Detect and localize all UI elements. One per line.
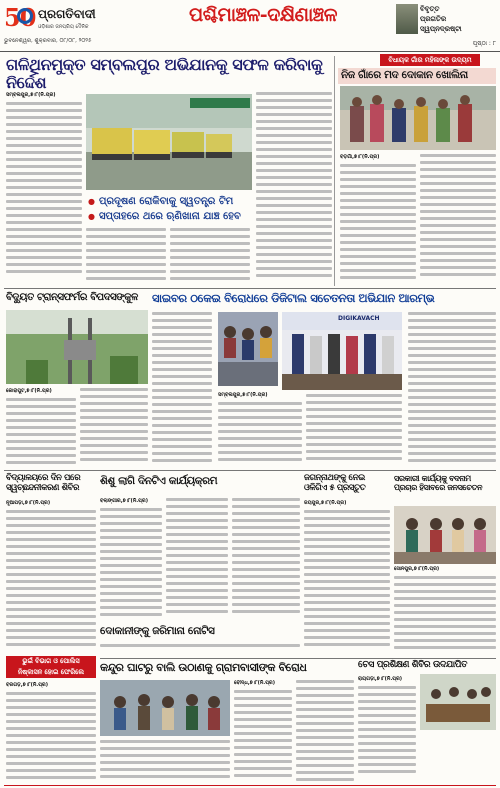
school-column <box>6 500 96 652</box>
sand-column-3 <box>100 740 230 784</box>
column-rule <box>334 56 335 286</box>
section-divider-1 <box>4 288 496 289</box>
newspaper-name: ପ୍ରଗତିବାଦୀ <box>38 7 96 21</box>
transformer-photo <box>6 310 148 384</box>
page-number: ପୃଷ୍ଠା : ୮ <box>472 40 496 47</box>
chess-dateline: ରାୟଗଡ଼ା,୭।୮(ନି.ପ୍ର) <box>358 676 403 682</box>
lead-column-2 <box>86 228 166 286</box>
child-column-2 <box>166 498 228 622</box>
chess-headline: ଚେସ ପ୍ରଶିକ୍ଷଣ ଶିବିର ଉଦଯାପିତ <box>358 660 468 670</box>
liquor-column-1 <box>340 154 416 286</box>
cyber-audience-photo <box>218 312 278 386</box>
anniversary-logo: 50 <box>4 3 36 32</box>
cyber-dateline: ସମ୍ବଲପୁର,୭।୮(ନି.ପ୍ର) <box>218 392 268 398</box>
masthead-portrait <box>396 4 418 34</box>
govt-headline: ସରକାରୀ କାର୍ଯ୍ୟକୁ ବଦନାମ ପ୍ରଚାର ହିସାବରେ ଜନସଚେତନ <box>394 473 483 492</box>
sand-dateline: ବୌଦ୍ଧ,୭।୮(ନି.ପ୍ର) <box>234 680 276 686</box>
issue-dateline: ଭୁବନେଶ୍ୱର, ଶୁକ୍ରବାର, ୦୮/୦୮, ୨୦୨୫ <box>4 38 92 44</box>
sand-headline: କନ୍ଦୁର ଘାଟରୁ ବାଲି ଉଠାଣକୁ ଗ୍ରାମବାସୀଙ୍କ ବିରୋଧ <box>100 661 307 674</box>
school-dateline: ନୂଆପଡ଼ା,୭।୮(ନି.ପ୍ର) <box>6 500 51 506</box>
police-dateline: ବରଗଡ଼,୭।୮(ନି.ପ୍ର) <box>6 682 49 688</box>
electricity-headline: ବିଦ୍ୟୁତ ଟ୍ରାନ୍ସଫର୍ମର ବିପଦସଙ୍କୁଳ <box>6 292 138 303</box>
liquor-dateline: ବଡ଼ଗାଁ,୭।୮(ନି.ପ୍ର) <box>340 154 380 160</box>
lead-bullet-team: ● ପ୍ରଦୂଷଣ ରୋକିବାକୁ ସ୍ୱତନ୍ତ୍ର ଟିମ <box>88 196 258 207</box>
cyber-column-1 <box>218 392 302 468</box>
notice-headline: ଦୋକାନୀଙ୍କୁ ଜରିମାନା ନୋଟିସ <box>100 625 215 637</box>
newspaper-subtitle: ଓଡ଼ିଶାର ଜନପ୍ରିୟ ଦୈନିକ <box>38 24 89 30</box>
liquor-photo <box>340 86 496 150</box>
lead-column-3 <box>170 228 250 286</box>
sand-photo <box>100 680 230 736</box>
child-dateline: ବଲାଙ୍ଗୀର,୭।୮(ନି.ପ୍ର) <box>100 498 148 504</box>
electricity-dateline: କୋରାପୁଟ,୭।୮(ନି.ପ୍ର) <box>6 388 52 394</box>
police-column <box>6 682 96 784</box>
govt-photo <box>394 506 496 564</box>
child-column-1 <box>100 498 162 622</box>
electricity-column-3 <box>152 312 212 468</box>
cyber-headline: ସାଇବର ଠକେଇ ବିରୋଧରେ ଡିଜିଟାଲ ସଚେତନତା ଅଭିଯାନ ଆରମ୍ଭ <box>152 291 435 305</box>
section-title: ପଶ୍ଚିମାଞ୍ଚଳ-ଦକ୍ଷିଣାଞ୍ଚଳ <box>189 4 337 26</box>
cyber-banner: DIGIKAVACH <box>338 315 380 322</box>
govt-dateline: ସୋନପୁର,୭।୮(ନି.ପ୍ର) <box>394 566 440 572</box>
eclipse-dateline: ଜୟପୁର,୭।୮(ନି.ପ୍ର) <box>304 500 347 506</box>
child-headline: ଶିଶୁ ଲାଗି ଦିନଟିଏ କାର୍ଯ୍ୟକ୍ରମ <box>100 475 218 487</box>
police-kicker: ଭୁଇଁ ବିଭାଗ ଓ ପୋଲିସ ନିଷ୍କାସନ ହୋଇ ଫେରିଲେ <box>6 656 96 678</box>
masthead <box>0 0 500 52</box>
eclipse-headline: ଜଗନ୍ନାଥଙ୍କୁ ନେଇ ଓଳିଗିଏ ୫ ପ୍ରସ୍ତୁତ <box>304 473 366 493</box>
lead-dateline: ସମ୍ବଲପୁର,୭।୮(ନି.ପ୍ର) <box>6 92 56 98</box>
liquor-kicker: ବିଧାୟକ ଗାଁର ମହିଳାଙ୍କ ଉଦ୍ୟମ <box>380 54 480 66</box>
section-divider-3 <box>100 658 496 659</box>
masthead-tagline: ବିବୃତ୍ତ ପ୍ରଗତିର ସ୍ୱପ୍ନଦ୍ରଷ୍ଟା <box>420 5 462 33</box>
cyber-column-2 <box>306 394 402 468</box>
lead-photo-trucks <box>86 94 252 190</box>
chess-column <box>358 676 416 784</box>
sand-column-2 <box>296 680 354 784</box>
child-column-3 <box>232 498 300 622</box>
eclipse-column <box>304 500 390 656</box>
school-headline: ବିଦ୍ୟାଳୟରେ ଦିନ ପରେ ସ୍ୱଚ୍ଛନ୍ଦନୀକରଣ ଶିବିର <box>6 473 81 493</box>
liquor-headline: ନିଜ ଗାଁରେ ମଦ ଦୋକାନ ଖୋଲିନା <box>338 68 496 84</box>
govt-column <box>394 566 496 656</box>
sand-column-1 <box>234 680 292 784</box>
chess-photo <box>420 674 496 730</box>
cyber-column-3 <box>408 312 496 468</box>
liquor-column-2 <box>420 154 496 286</box>
lead-column-1 <box>6 92 82 282</box>
logo-ring-icon <box>17 8 33 24</box>
page-bottom-rule <box>4 785 496 786</box>
notice-column <box>100 644 300 656</box>
lead-headline: ଗଳିଥିନମୁକ୍ତ ସମ୍ବଲପୁର ଅଭିଯାନକୁ ସଫଳ କରିବାକୁ ନିର୍ଦ୍ଦେଶ <box>6 55 323 92</box>
lead-bullet-inspection: ● ସପ୍ତାହରେ ଥରେ ଋଣିଖାନା ଯାଞ୍ଚ ହେବ <box>88 211 258 222</box>
lead-column-4 <box>256 92 332 286</box>
section-divider-2 <box>4 470 496 471</box>
electricity-column-1 <box>6 388 76 468</box>
cyber-photo <box>282 312 402 390</box>
electricity-column-2 <box>80 388 148 468</box>
